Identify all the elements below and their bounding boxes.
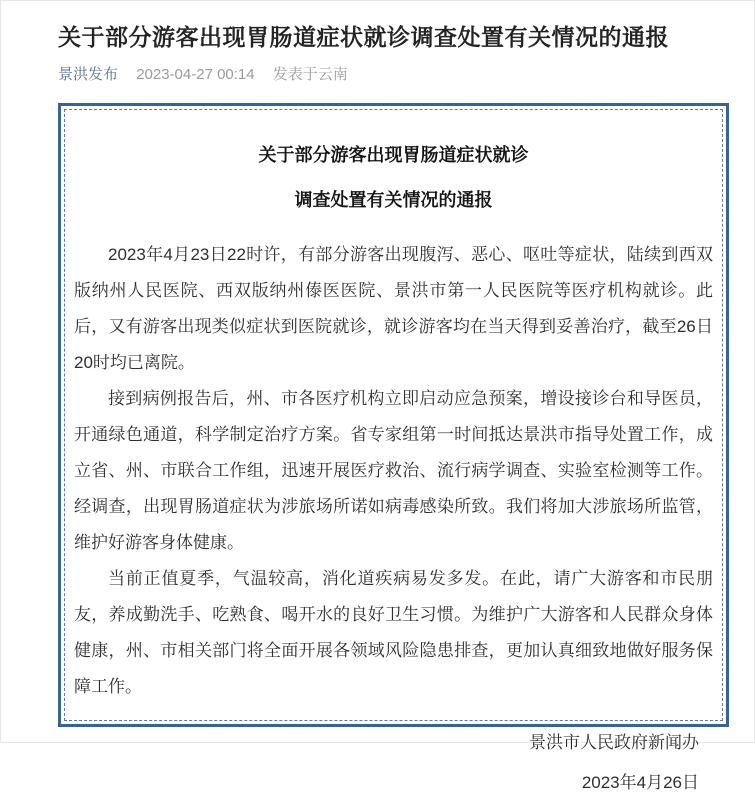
notice-signature-block [74,723,713,803]
notice-date: 2023年4月26日 [581,773,699,792]
notice-title-line2: 调查处置有关情况的通报 [294,190,493,210]
page-title: 关于部分游客出现胃肠道症状就诊调查处置有关情况的通报 [58,24,669,50]
notice-border-box [58,103,729,792]
account-name-link[interactable]: 景洪发布 [58,66,119,83]
notice-title-line1: 关于部分游客出现胃肠道症状就诊 [258,145,529,165]
notice-paragraph: 2023年4月23日22时许，有部分游客出现腹泻、恶心、呕吐等症状，陆续到西双版纳州人民医院、西双版纳州傣医医院、景洪市第一人民医院等医疗机构就诊。此后，又有游客出现类似症状到医院就诊，就诊游客均在当天得到妥善治疗，截至26日20时均已离院。 [74,245,713,372]
publish-location: 发表于云南 [272,66,348,83]
notice-paragraph: 当前正值夏季，气温较高，消化道疾病易发多发。在此，请广大游客和市民朋友，养成勤洗手、吃熟食、喝开水的良好卫生习惯。为维护广大游客和人民群众身体健康，州、市相关部门将全面开展各领域风险隐患排查，更加认真细致地做好服务保障工作。 [74,569,713,696]
article-meta [58,65,697,85]
notice-signature: 景洪市人民政府新闻办 [529,733,699,752]
article-header [1,1,754,85]
notice-body [74,237,713,705]
notice-inner-dashed-box [64,109,723,792]
publish-timestamp: 2023-04-27 00:14 [136,66,255,83]
notice-paragraph: 接到病例报告后，州、市各医疗机构立即启动应急预案，增设接诊台和导医员，开通绿色通道，科学制定治疗方案。省专家组第一时间抵达景洪市指导处置工作，成立省、州、市联合工作组，迅速开展医疗救治、流行病学调查、实验室检测等工作。经调查，出现胃肠道症状为涉旅场所诺如病毒感染所致。我们将加大涉旅场所监管，维护好游客身体健康。 [74,389,713,552]
